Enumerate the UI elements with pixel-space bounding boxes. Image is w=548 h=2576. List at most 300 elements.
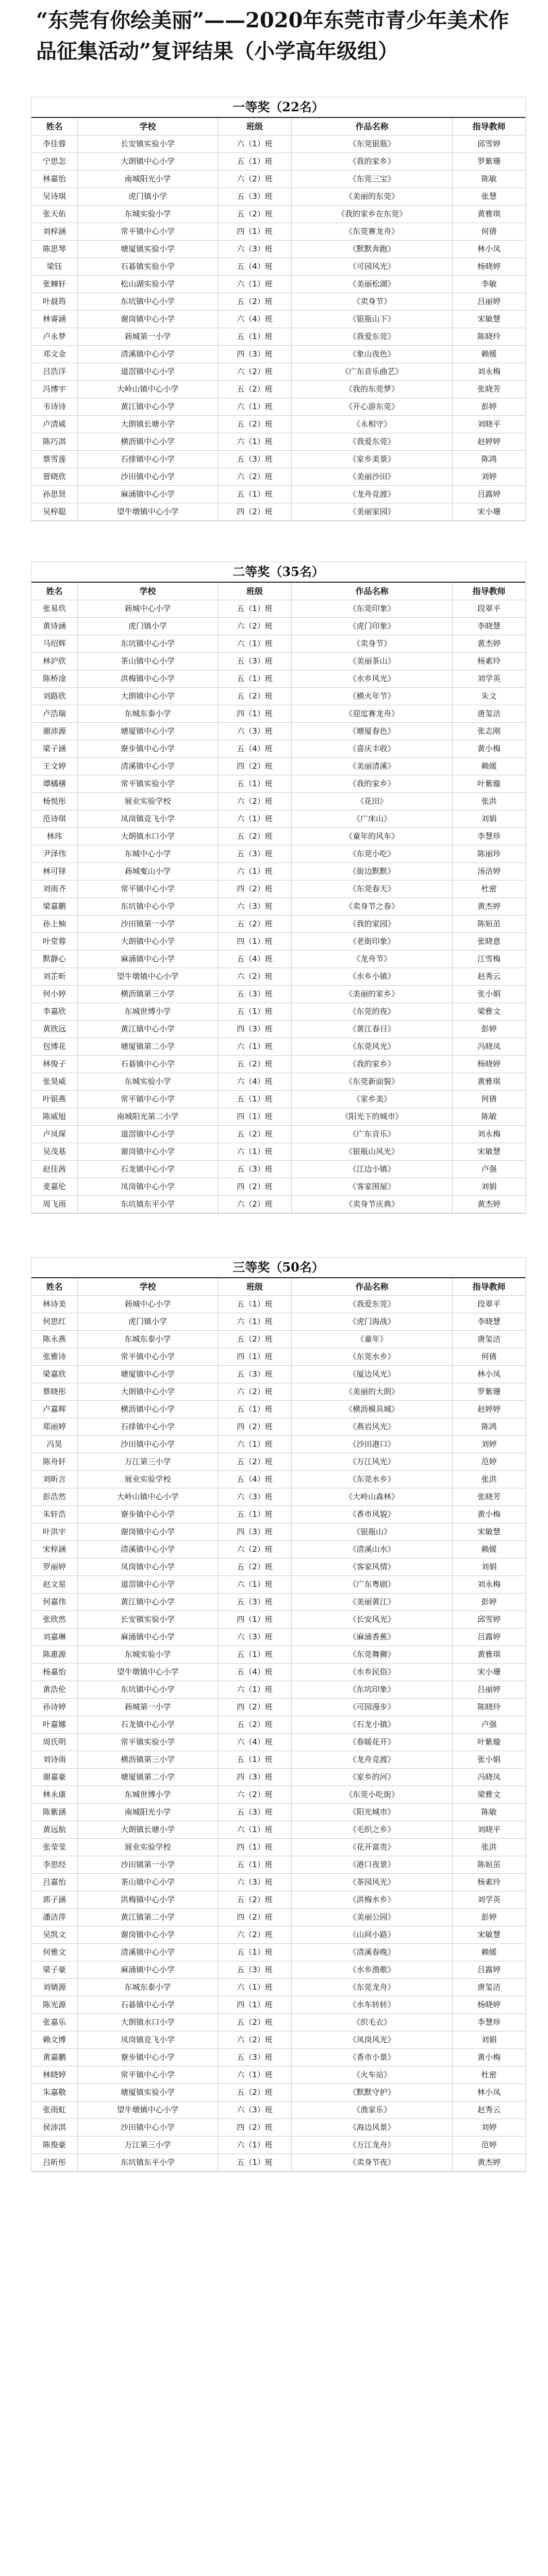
- table-row: [31, 1453, 525, 1471]
- cell-teacher: 黄小梅: [477, 2053, 501, 2062]
- cell-class: 五（1）班: [218, 1751, 292, 1768]
- table-row: [31, 1178, 525, 1196]
- cell-name: 卢嘉辉: [31, 1401, 78, 1418]
- cell-school: 洪梅镇中心小学: [78, 670, 218, 687]
- cell-class: 四（1）班: [218, 1839, 292, 1856]
- cell-class: 四（2）班: [218, 880, 292, 897]
- cell-name: 默静心: [31, 951, 78, 968]
- cell-work: 《开心游东莞》: [292, 398, 453, 415]
- cell-school: 南城阳光小学: [78, 1804, 218, 1821]
- cell-class: 六（1）班: [218, 2066, 292, 2083]
- cell-school: 塘厦镇第二小学: [78, 1038, 218, 1055]
- cell-name: 卢浩瑞: [31, 705, 78, 722]
- cell-teacher: 梁雅文: [477, 1007, 501, 1016]
- cell-work: 《童年的风车》: [292, 828, 453, 845]
- cell-school: 大朗镇水口小学: [78, 828, 218, 845]
- table-row: [31, 1891, 525, 1909]
- cell-teacher: 张晓芳: [477, 1492, 501, 1501]
- table-row: [31, 1038, 525, 1056]
- cell-class: 四（2）班: [218, 1178, 292, 1195]
- cell-teacher: 罗紫珊: [477, 157, 501, 166]
- cell-class: 六（1）班: [218, 1979, 292, 1996]
- cell-school: 常平镇中心小学: [78, 880, 218, 897]
- cell-work: 《江边小镇》: [292, 1161, 453, 1178]
- cell-school: 东城东泰小学: [78, 705, 218, 722]
- cell-work: 《阳光城市》: [292, 1804, 453, 1821]
- cell-school: 菞城中心小学: [78, 600, 218, 617]
- cell-school: 展业实验学校: [78, 793, 218, 810]
- cell-teacher: 赵婷婷: [477, 1404, 501, 1414]
- cell-name: 郭子涵: [31, 1891, 78, 1908]
- cell-name: 张雨虹: [31, 2102, 78, 2119]
- cell-teacher: 张志刚: [477, 726, 501, 736]
- cell-class: 四（2）班: [218, 1909, 292, 1926]
- cell-school: 塘厦镇实验小学: [78, 241, 218, 258]
- cell-name: 梁子涵: [31, 740, 78, 757]
- table-row: [31, 2154, 525, 2172]
- cell-name: 吴梓聪: [31, 503, 78, 520]
- cell-name: 李嘉欣: [31, 1003, 78, 1020]
- cell-work: 《黄江春日》: [292, 1021, 453, 1038]
- table-row: [31, 1909, 525, 1926]
- cell-class: 五（2）班: [218, 1056, 292, 1073]
- cell-name: 叶洪宇: [31, 1523, 78, 1540]
- cell-name: 张欣然: [31, 1611, 78, 1628]
- cell-teacher: 杜密: [481, 884, 497, 893]
- cell-teacher: 刘晓平: [477, 419, 501, 429]
- cell-class: 五（3）班: [218, 1804, 292, 1821]
- header-class: 班级: [218, 118, 292, 135]
- cell-name: 刘雨齐: [31, 880, 78, 897]
- cell-class: 四（1）班: [218, 1108, 292, 1125]
- cell-teacher: 陈丽珍: [477, 849, 501, 858]
- cell-work: 《万江龙舟》: [292, 2137, 453, 2154]
- cell-school: 谢岗镇中心小学: [78, 1926, 218, 1943]
- cell-name: 谢沛源: [31, 723, 78, 740]
- cell-name: 包博花: [31, 1038, 78, 1055]
- cell-school: 道滘镇中心小学: [78, 1576, 218, 1593]
- cell-teacher: 刘学英: [477, 1895, 501, 1904]
- table-row: [31, 1056, 525, 1073]
- table-row: [31, 503, 525, 521]
- cell-work: 《银瓶山》: [292, 1523, 453, 1540]
- cell-teacher: 张慧: [481, 192, 497, 201]
- table-row: [31, 1523, 525, 1541]
- cell-name: 赵佳茜: [31, 1161, 78, 1178]
- cell-school: 望牛墩镇中心小学: [78, 1664, 218, 1681]
- cell-school: 塘厦镇第二小学: [78, 1769, 218, 1786]
- cell-teacher: 范婷: [481, 2140, 497, 2149]
- cell-teacher: 汤洁婷: [477, 867, 501, 876]
- cell-class: 六（2）班: [218, 968, 292, 985]
- cell-school: 菞城第一小学: [78, 1699, 218, 1716]
- cell-school: 东城东泰小学: [78, 1979, 218, 1996]
- cell-teacher: 黄杰婷: [477, 2158, 501, 2167]
- cell-school: 东坑镇中心小学: [78, 898, 218, 915]
- cell-teacher: 刘婷: [481, 1439, 497, 1449]
- cell-teacher: 刘晓平: [477, 1825, 501, 1834]
- cell-school: 望牛墩镇中心小学: [78, 503, 218, 520]
- cell-name: 黄诗涵: [31, 618, 78, 635]
- cell-teacher: 赖媛: [481, 349, 497, 359]
- cell-work: 《横火年节》: [292, 688, 453, 705]
- cell-class: 四（3）班: [218, 1523, 292, 1540]
- cell-teacher: 赖媛: [481, 1947, 497, 1957]
- cell-teacher: 段翠平: [477, 604, 501, 613]
- cell-class: 四（2）班: [218, 2119, 292, 2136]
- cell-teacher: 张小娟: [477, 989, 501, 998]
- cell-name: 张莹莹: [31, 1839, 78, 1856]
- cell-school: 石排镇中心小学: [78, 451, 218, 468]
- cell-class: 五（3）班: [218, 1961, 292, 1978]
- cell-name: 林诗美: [31, 1296, 78, 1313]
- cell-teacher: 黄杰婷: [477, 902, 501, 911]
- cell-name: 何嘉伟: [31, 1594, 78, 1611]
- cell-school: 菞城中心小学: [78, 1296, 218, 1313]
- cell-teacher: 唐玺洁: [477, 709, 501, 718]
- cell-school: 茶山镇中心小学: [78, 653, 218, 670]
- cell-teacher: 杨晓婷: [477, 1059, 501, 1069]
- cell-work: 《麻涌香蕉》: [292, 1629, 453, 1646]
- cell-work: 《花开富贵》: [292, 1839, 453, 1856]
- header-work: 作品名称: [292, 1278, 453, 1295]
- cell-teacher: 吕露婷: [477, 1632, 501, 1641]
- cell-name: 梁嘉欣: [31, 1366, 78, 1383]
- cell-class: 六（1）班: [218, 1576, 292, 1593]
- cell-school: 常平镇中心小学: [78, 223, 218, 240]
- cell-name: 陈永燕: [31, 1331, 78, 1348]
- cell-work: 《虎门印象》: [292, 618, 453, 635]
- cell-class: 六（3）班: [218, 2102, 292, 2119]
- cell-work: 《广东音乐曲艺》: [292, 363, 453, 380]
- cell-school: 虎门镇小学: [78, 618, 218, 635]
- cell-class: 四（2）班: [218, 1699, 292, 1716]
- cell-work: 《水车转转》: [292, 1996, 453, 2013]
- cell-name: 何思红: [31, 1313, 78, 1330]
- cell-teacher: 刘娟: [481, 1562, 497, 1571]
- cell-name: 叶堂蓉: [31, 933, 78, 950]
- cell-school: 寮步镇中心小学: [78, 2049, 218, 2066]
- table-row: [31, 1383, 525, 1401]
- cell-name: 陈俊豪: [31, 2137, 78, 2154]
- cell-school: 麻涌镇中心小学: [78, 951, 218, 968]
- cell-teacher: 李慧珍: [477, 2018, 501, 2027]
- cell-class: 六（1）班: [218, 276, 292, 293]
- cell-school: 东城世博小学: [78, 1786, 218, 1803]
- table-row: [31, 618, 525, 635]
- table-row: [31, 1856, 525, 1874]
- cell-class: 六（2）班: [218, 1786, 292, 1803]
- cell-teacher: 张洪: [481, 1842, 497, 1852]
- cell-teacher: 吕露婷: [477, 489, 501, 499]
- cell-name: 刘路欣: [31, 688, 78, 705]
- cell-class: 五（2）班: [218, 916, 292, 933]
- cell-class: 六（4）班: [218, 1073, 292, 1090]
- header-work: 作品名称: [292, 583, 453, 600]
- table-header-row: [31, 118, 525, 135]
- table-row: [31, 1576, 525, 1594]
- cell-school: 寮步镇中心小学: [78, 740, 218, 757]
- table-row: [31, 486, 525, 503]
- table-row: [31, 688, 525, 705]
- cell-work: 《香市风貌》: [292, 1506, 453, 1523]
- cell-school: 东城东泰小学: [78, 1331, 218, 1348]
- table-row: [31, 171, 525, 188]
- table-row: [31, 1804, 525, 1821]
- cell-name: 张易玖: [31, 600, 78, 617]
- cell-school: 凤岗镇竞飞小学: [78, 2031, 218, 2048]
- cell-teacher: 陈敏: [481, 1807, 497, 1817]
- table-row: [31, 1418, 525, 1436]
- cell-work: 《卖身节庆典》: [292, 1196, 453, 1213]
- table-row: [31, 670, 525, 688]
- cell-work: 《洪梅水乡》: [292, 1891, 453, 1908]
- table-row: [31, 863, 525, 880]
- cell-name: 谭橘橏: [31, 775, 78, 792]
- cell-name: 张棘轩: [31, 276, 78, 293]
- cell-school: 东城实验小学: [78, 1073, 218, 1090]
- cell-class: 五（3）班: [218, 1161, 292, 1178]
- cell-name: 黄嘉鹏: [31, 2049, 78, 2066]
- cell-teacher: 黄小梅: [477, 1510, 501, 1519]
- cell-school: 常平镇中心小学: [78, 2066, 218, 2083]
- cell-class: 五（1）班: [218, 1506, 292, 1523]
- cell-teacher: 江雪梅: [477, 954, 501, 963]
- table-row: [31, 968, 525, 986]
- cell-school: 清溪镇中心小学: [78, 758, 218, 775]
- cell-teacher: 刘永梅: [477, 1580, 501, 1589]
- cell-teacher: 陈晓玲: [477, 1702, 501, 1711]
- header-teacher: 指导教师: [472, 1282, 506, 1292]
- table-row: [31, 398, 525, 416]
- cell-work: 《老街印象》: [292, 933, 453, 950]
- cell-teacher: 冯晓凤: [477, 1772, 501, 1782]
- cell-name: 林玮: [31, 828, 78, 845]
- cell-school: 石碁镇实验小学: [78, 258, 218, 275]
- cell-work: 《美丽家园》: [292, 503, 453, 520]
- cell-class: 五（2）班: [218, 1558, 292, 1575]
- cell-class: 四（3）班: [218, 346, 292, 363]
- cell-class: 四（3）班: [218, 1769, 292, 1786]
- cell-school: 道滘镇中心小学: [78, 363, 218, 380]
- cell-school: 沙田镇中心小学: [78, 1436, 218, 1453]
- table-row: [31, 468, 525, 486]
- cell-work: 《东莞小吃》: [292, 845, 453, 862]
- cell-school: 清溪镇中心小学: [78, 1541, 218, 1558]
- cell-school: 虎门镇小学: [78, 1313, 218, 1330]
- cell-work: 《万江风光》: [292, 1453, 453, 1470]
- cell-teacher: 彭婷: [481, 1597, 497, 1606]
- cell-teacher: 赵婷婷: [477, 437, 501, 446]
- cell-teacher: 李慧珍: [477, 832, 501, 841]
- cell-work: 《凤岗风光》: [292, 2031, 453, 2048]
- cell-school: 麻涌镇中心小学: [78, 1961, 218, 1978]
- cell-name: 吴凯文: [31, 1926, 78, 1943]
- header-class: 班级: [218, 1278, 292, 1295]
- cell-class: 五（2）班: [218, 293, 292, 310]
- cell-class: 六（1）班: [218, 1143, 292, 1160]
- table-row: [31, 241, 525, 258]
- cell-teacher: 邱雪婷: [477, 1615, 501, 1624]
- cell-school: 黄江镇中心小学: [78, 1594, 218, 1611]
- table-row: [31, 758, 525, 775]
- cell-class: 五（1）班: [218, 1091, 292, 1108]
- cell-work: 《客家风情》: [292, 1558, 453, 1575]
- table-row: [31, 1091, 525, 1108]
- cell-work: 《海边风景》: [292, 2119, 453, 2136]
- table-row: [31, 258, 525, 276]
- cell-work: 《街边默默》: [292, 863, 453, 880]
- cell-name: 蔡晓彤: [31, 1383, 78, 1400]
- cell-name: 李思经: [31, 1856, 78, 1873]
- table-row: [31, 381, 525, 398]
- table-row: [31, 1126, 525, 1143]
- cell-teacher: 邱雪婷: [477, 139, 501, 148]
- table-row: [31, 1021, 525, 1038]
- cell-name: 吴茂基: [31, 1143, 78, 1160]
- cell-class: 五（3）班: [218, 1594, 292, 1611]
- cell-work: 《美丽茶山》: [292, 653, 453, 670]
- cell-name: 叶晨筠: [31, 293, 78, 310]
- table-row: [31, 986, 525, 1003]
- header-teacher: 指导教师: [472, 122, 506, 131]
- cell-name: 林嘉怡: [31, 171, 78, 188]
- cell-school: 黄江镇中心小学: [78, 398, 218, 415]
- table-row: [31, 740, 525, 758]
- cell-teacher: 杨晓婷: [477, 262, 501, 271]
- cell-work: 《美丽的大朗》: [292, 1383, 453, 1400]
- cell-work: 《美丽的东莞》: [292, 188, 453, 205]
- cell-work: 《客家围屋》: [292, 1178, 453, 1195]
- cell-teacher: 赵秀云: [477, 2105, 501, 2114]
- cell-work: 《东莞风光》: [292, 1038, 453, 1055]
- cell-work: 《东莞舞狮》: [292, 1646, 453, 1663]
- cell-name: 张嘉乐: [31, 2014, 78, 2031]
- cell-class: 五（2）班: [218, 1126, 292, 1143]
- cell-name: 杨悦彤: [31, 793, 78, 810]
- cell-teacher: 陈鸿: [481, 454, 497, 464]
- cell-school: 谢岗镇中心小学: [78, 1523, 218, 1540]
- cell-class: 四（3）班: [218, 1021, 292, 1038]
- table-row: [31, 810, 525, 828]
- table-row: [31, 1629, 525, 1646]
- cell-class: 六（1）班: [218, 135, 292, 152]
- cell-teacher: 范婷: [481, 1457, 497, 1466]
- table-row: [31, 1506, 525, 1523]
- cell-teacher: 刘婷: [481, 472, 497, 481]
- cell-work: 《可园漫步》: [292, 1699, 453, 1716]
- cell-teacher: 张洪: [481, 1475, 497, 1484]
- cell-work: 《象山夜色》: [292, 346, 453, 363]
- cell-name: 吕昕彤: [31, 2154, 78, 2171]
- cell-work: 《长安风光》: [292, 1611, 453, 1628]
- cell-class: 六（1）班: [218, 635, 292, 652]
- cell-name: 孙上柚: [31, 916, 78, 933]
- cell-name: 叶嘉娜: [31, 1716, 78, 1733]
- cell-teacher: 宋敏慧: [477, 1930, 501, 1939]
- cell-work: 《东莞赛龙舟》: [292, 223, 453, 240]
- cell-work: 《我的家乡在东莞》: [292, 206, 453, 223]
- cell-name: 刘婧源: [31, 1979, 78, 1996]
- cell-name: 林晓婷: [31, 2066, 78, 2083]
- cell-school: 东坑镇中心小学: [78, 1681, 218, 1698]
- cell-teacher: 杨晓婷: [477, 2000, 501, 2009]
- cell-name: 周氏明: [31, 1734, 78, 1751]
- cell-name: 陈光源: [31, 1996, 78, 2013]
- table-row: [31, 2137, 525, 2154]
- cell-teacher: 李敏: [481, 279, 497, 289]
- cell-class: 五（3）班: [218, 2049, 292, 2066]
- table-row: [31, 1558, 525, 1576]
- table-row: [31, 1594, 525, 1611]
- cell-work: 《我爱东莞》: [292, 433, 453, 450]
- cell-school: 沙田镇第一小学: [78, 916, 218, 933]
- cell-teacher: 宋敏慧: [477, 314, 501, 324]
- cell-class: 五（4）班: [218, 258, 292, 275]
- cell-name: 陈桥淦: [31, 670, 78, 687]
- cell-class: 五（2）班: [218, 828, 292, 845]
- table-row: [31, 1488, 525, 1506]
- cell-work: 《清溪山水》: [292, 1541, 453, 1558]
- cell-school: 长安镇实验小学: [78, 1611, 218, 1628]
- cell-school: 塘厦镇中心小学: [78, 1366, 218, 1383]
- header-school: 学校: [78, 583, 218, 600]
- cell-class: 六（2）班: [218, 1541, 292, 1558]
- cell-work: 《茶园风光》: [292, 1874, 453, 1891]
- cell-teacher: 林小凤: [477, 1369, 501, 1379]
- cell-name: 潘洁萍: [31, 1909, 78, 1926]
- cell-teacher: 朱文: [481, 691, 497, 701]
- cell-work: 《卖身节》: [292, 635, 453, 652]
- cell-class: 四（1）班: [218, 933, 292, 950]
- cell-name: 孙诗婷: [31, 1699, 78, 1716]
- cell-class: 六（1）班: [218, 1681, 292, 1698]
- table-row: [31, 1646, 525, 1664]
- cell-name: 何雅文: [31, 1944, 78, 1961]
- cell-work: 《花田》: [292, 793, 453, 810]
- cell-work: 《我爱东莞》: [292, 1296, 453, 1313]
- cell-class: 六（1）班: [218, 398, 292, 415]
- table-row: [31, 135, 525, 153]
- cell-class: 六（1）班: [218, 1313, 292, 1330]
- table-row: [31, 951, 525, 968]
- cell-school: 沙田镇第一小学: [78, 1856, 218, 1873]
- cell-class: 五（2）班: [218, 2014, 292, 2031]
- table-row: [31, 1926, 525, 1944]
- cell-class: 五（3）班: [218, 188, 292, 205]
- cell-class: 五（4）班: [218, 1471, 292, 1488]
- cell-teacher: 何倩: [481, 1352, 497, 1361]
- cell-school: 凤岗镇中心小学: [78, 1558, 218, 1575]
- cell-name: 赵文星: [31, 1576, 78, 1593]
- cell-name: 陈惠源: [31, 1646, 78, 1663]
- cell-name: 林沪欣: [31, 653, 78, 670]
- cell-teacher: 陈姮茁: [477, 1860, 501, 1869]
- cell-school: 展业实验学校: [78, 1839, 218, 1856]
- table-row: [31, 1821, 525, 1839]
- cell-name: 尹泽伟: [31, 845, 78, 862]
- cell-work: 《清溪春晚》: [292, 1944, 453, 1961]
- table-row: [31, 1196, 525, 1213]
- table-row: [31, 2014, 525, 2031]
- cell-teacher: 叶紫璇: [477, 1737, 501, 1747]
- cell-school: 谢岗镇中心小学: [78, 1143, 218, 1160]
- cell-name: 梁嘉鹏: [31, 898, 78, 915]
- cell-work: 《永相守》: [292, 416, 453, 433]
- cell-school: 道滘镇中心小学: [78, 1126, 218, 1143]
- table-row: [31, 1996, 525, 2014]
- section-title: 一等奖（22名）: [31, 97, 525, 118]
